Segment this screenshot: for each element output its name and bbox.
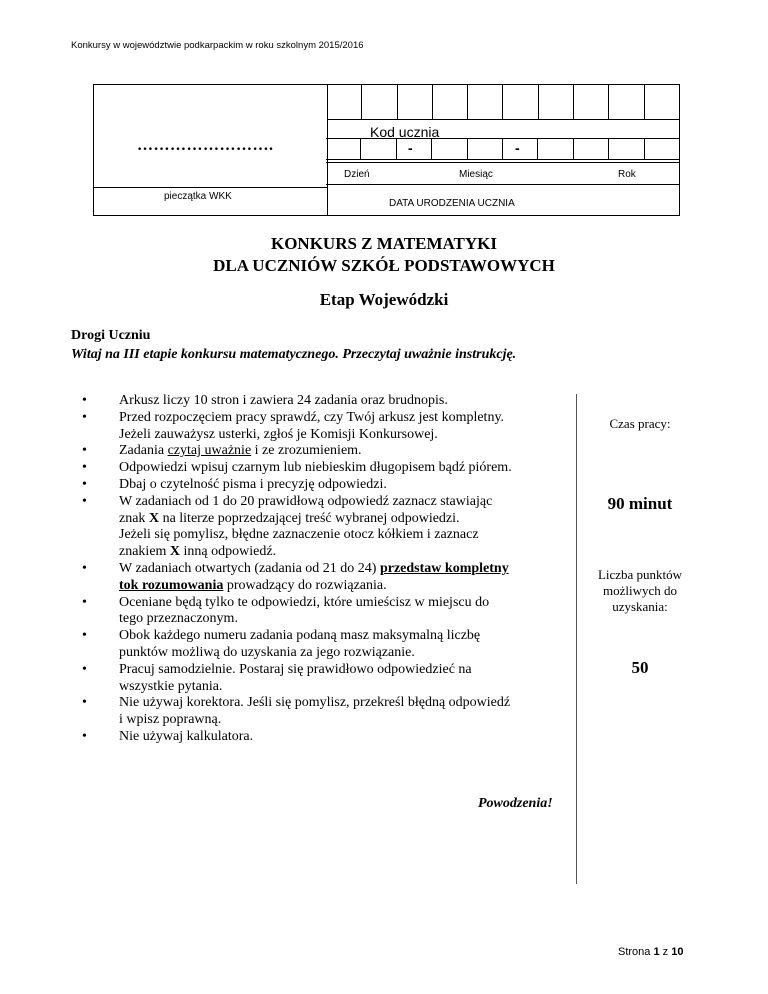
list-item: • Dbaj o czytelność pisma i precyzję odpowiedzi. (119, 477, 571, 494)
list-item: • Przed rozpoczęciem pracy sprawdź, czy Twój arkusz jest kompletny. Jeżeli zauważysz usterki, zgłoś je Komisji Konkursowej. (119, 410, 571, 444)
welcome-text: Witaj na III etapie konkursu matematycznego. Przeczytaj uważnie instrukcję. (71, 347, 517, 362)
contest-subtitle: DLA UCZNIÓW SZKÓŁ PODSTAWOWYCH (213, 256, 555, 275)
month-label: Miesiąc (459, 169, 493, 180)
list-item: • Arkusz liczy 10 stron i zawiera 24 zadania oraz brudnopis. (119, 393, 571, 410)
student-code-grid[interactable] (327, 85, 679, 120)
year-label: Rok (618, 169, 636, 180)
list-item: • Nie używaj kalkulatora. (119, 729, 571, 746)
list-item: • W zadaniach od 1 do 20 prawidłową odpowiedź zaznacz stawiając znak X na literze poprzedzającej treść wybranej odpowiedzi. Jeżeli się pomylisz, błędne zaznaczenie otocz kółkiem i zaznacz znakiem X inną odpowiedź. (119, 494, 571, 561)
date-separator: - (515, 140, 520, 156)
day-cell[interactable] (326, 139, 361, 160)
time-value: 90 minut (607, 494, 673, 513)
list-item: • Oceniane będą tylko te odpowiedzi, które umieścisz w miejscu do tego przeznaczonym. (119, 595, 571, 629)
year-cell[interactable] (502, 139, 537, 160)
year-cell[interactable] (644, 139, 679, 160)
student-code-label: Kod ucznia (370, 124, 440, 140)
month-cell[interactable] (432, 139, 467, 160)
list-item: • Zadania czytaj uważnie i ze zrozumieniem. (119, 443, 571, 460)
points-label: Liczba punktów możliwych do uzyskania: (597, 567, 683, 614)
day-cell[interactable] (361, 139, 396, 160)
birth-date-grid[interactable] (326, 138, 679, 160)
time-label: Czas pracy: (609, 416, 671, 431)
year-cell[interactable] (467, 139, 502, 160)
date-separator: - (408, 140, 413, 156)
contest-stage: Etap Wojewódzki (319, 290, 449, 309)
year-cell[interactable] (609, 139, 644, 160)
year-cell[interactable] (573, 139, 608, 160)
code-cell[interactable] (503, 85, 538, 120)
page-number: Strona 1 z 10 (618, 946, 684, 958)
divider (576, 394, 577, 884)
year-cell[interactable] (538, 139, 573, 160)
list-item: • Nie używaj korektora. Jeśli się pomylisz, przekreśl błędną odpowiedź i wpisz poprawną. (119, 695, 571, 729)
list-item: • Pracuj samodzielnie. Postaraj się prawidłowo odpowiedzieć na wszystkie pytania. (119, 662, 571, 696)
contest-title: KONKURS Z MATEMATYKI (270, 234, 498, 253)
list-item: • Obok każdego numeru zadania podaną masz maksymalną liczbę punktów możliwą do uzyskania za jego rozwiązanie. (119, 628, 571, 662)
page-header: Konkursy w województwie podkarpackim w roku szkolnym 2015/2016 (71, 40, 364, 51)
stamp-dots: ……………………. (137, 137, 274, 154)
date-labels-row (326, 162, 679, 185)
points-value: 50 (631, 658, 649, 677)
code-cell[interactable] (644, 85, 679, 120)
good-luck-text: Powodzenia! (478, 796, 553, 811)
instructions-list (71, 393, 571, 746)
day-label: Dzień (344, 169, 370, 180)
code-cell[interactable] (362, 85, 397, 120)
code-cell[interactable] (538, 85, 573, 120)
code-cell[interactable] (609, 85, 644, 120)
list-item: • Odpowiedzi wpisuj czarnym lub niebieskim długopisem bądź piórem. (119, 460, 571, 477)
code-cell[interactable] (327, 85, 362, 120)
birth-date-caption: DATA URODZENIA UCZNIA (389, 198, 515, 209)
code-cell[interactable] (432, 85, 467, 120)
month-cell[interactable] (396, 139, 431, 160)
stamp-label: pieczątka WKK (164, 191, 232, 202)
code-cell[interactable] (397, 85, 432, 120)
list-item: • W zadaniach otwartych (zadania od 21 do 24) przedstaw kompletny tok rozumowania prowadzący do rozwiązania. (119, 561, 571, 595)
code-cell[interactable] (574, 85, 609, 120)
salutation: Drogi Uczniu (71, 328, 151, 343)
code-cell[interactable] (468, 85, 503, 120)
